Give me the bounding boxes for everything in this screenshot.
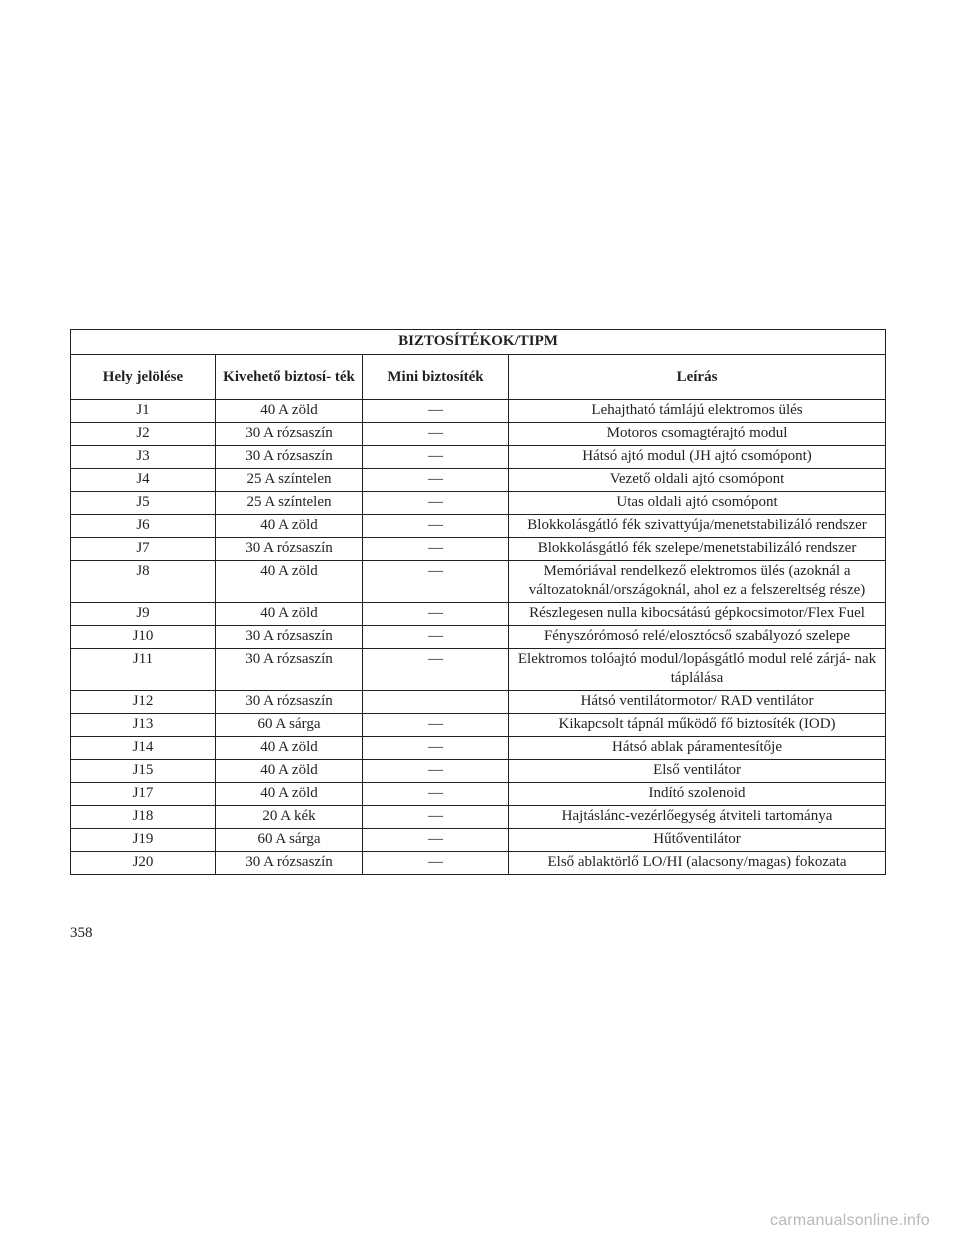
cell-location: J13 <box>71 714 216 737</box>
cell-mini-fuse: — <box>363 515 509 538</box>
cell-location: J12 <box>71 691 216 714</box>
table-row <box>71 783 886 806</box>
cell-mini-fuse: — <box>363 626 509 649</box>
table-row <box>71 469 886 492</box>
cell-description: Fényszórómosó relé/elosztócső szabályozó szelepe <box>509 626 886 649</box>
cell-description: Hátsó ajtó modul (JH ajtó csomópont) <box>509 446 886 469</box>
header-location: Hely jelölése <box>71 355 216 400</box>
cell-description: Részlegesen nulla kibocsátású gépkocsimotor/Flex Fuel <box>509 603 886 626</box>
cell-location: J3 <box>71 446 216 469</box>
cell-cartridge-fuse: 25 A színtelen <box>216 492 363 515</box>
table-title-row <box>71 330 886 355</box>
table-row <box>71 852 886 875</box>
cell-description: Lehajtható támlájú elektromos ülés <box>509 400 886 423</box>
table-row <box>71 603 886 626</box>
table-row <box>71 806 886 829</box>
cell-cartridge-fuse: 30 A rózsaszín <box>216 626 363 649</box>
table-header-row <box>71 355 886 400</box>
cell-cartridge-fuse: 40 A zöld <box>216 737 363 760</box>
table-row <box>71 561 886 603</box>
cell-mini-fuse <box>363 691 509 714</box>
cell-location: J20 <box>71 852 216 875</box>
cell-cartridge-fuse: 30 A rózsaszín <box>216 446 363 469</box>
table-row <box>71 400 886 423</box>
cell-location: J11 <box>71 649 216 691</box>
cell-cartridge-fuse: 30 A rózsaszín <box>216 691 363 714</box>
cell-location: J1 <box>71 400 216 423</box>
cell-description: Memóriával rendelkező elektromos ülés (azoknál a változatoknál/országoknál, ahol ez a felszereltség része) <box>509 561 886 603</box>
cell-mini-fuse: — <box>363 561 509 603</box>
cell-mini-fuse: — <box>363 714 509 737</box>
table-row <box>71 649 886 691</box>
watermark: carmanualsonline.info <box>770 1212 930 1229</box>
cell-description: Hajtáslánc-vezérlőegység átviteli tartománya <box>509 806 886 829</box>
cell-cartridge-fuse: 25 A színtelen <box>216 469 363 492</box>
cell-location: J5 <box>71 492 216 515</box>
cell-description: Blokkolásgátló fék szelepe/menetstabilizáló rendszer <box>509 538 886 561</box>
cell-mini-fuse: — <box>363 492 509 515</box>
cell-location: J2 <box>71 423 216 446</box>
cell-mini-fuse: — <box>363 852 509 875</box>
cell-location: J6 <box>71 515 216 538</box>
cell-mini-fuse: — <box>363 760 509 783</box>
cell-cartridge-fuse: 30 A rózsaszín <box>216 852 363 875</box>
cell-location: J4 <box>71 469 216 492</box>
cell-location: J14 <box>71 737 216 760</box>
cell-cartridge-fuse: 40 A zöld <box>216 515 363 538</box>
table-row <box>71 737 886 760</box>
cell-mini-fuse: — <box>363 400 509 423</box>
cell-description: Hátsó ablak páramentesítője <box>509 737 886 760</box>
cell-location: J8 <box>71 561 216 603</box>
page-number: 358 <box>70 925 93 941</box>
cell-description: Blokkolásgátló fék szivattyúja/menetstabilizáló rendszer <box>509 515 886 538</box>
cell-description: Elektromos tolóajtó modul/lopásgátló modul relé zárjá- nak táplálása <box>509 649 886 691</box>
table-row <box>71 714 886 737</box>
cell-mini-fuse: — <box>363 737 509 760</box>
cell-mini-fuse: — <box>363 829 509 852</box>
cell-mini-fuse: — <box>363 423 509 446</box>
fuse-table <box>70 329 886 875</box>
cell-location: J9 <box>71 603 216 626</box>
cell-description: Hátsó ventilátormotor/ RAD ventilátor <box>509 691 886 714</box>
table-row <box>71 691 886 714</box>
header-mini-fuse: Mini biztosíték <box>363 355 509 400</box>
cell-mini-fuse: — <box>363 538 509 561</box>
cell-location: J7 <box>71 538 216 561</box>
table-title: BIZTOSÍTÉKOK/TIPM <box>71 330 886 355</box>
cell-cartridge-fuse: 60 A sárga <box>216 829 363 852</box>
cell-mini-fuse: — <box>363 649 509 691</box>
cell-description: Kikapcsolt tápnál működő fő biztosíték (IOD) <box>509 714 886 737</box>
cell-cartridge-fuse: 20 A kék <box>216 806 363 829</box>
table-row <box>71 492 886 515</box>
cell-cartridge-fuse: 30 A rózsaszín <box>216 423 363 446</box>
header-description: Leírás <box>509 355 886 400</box>
table-row <box>71 829 886 852</box>
cell-cartridge-fuse: 40 A zöld <box>216 760 363 783</box>
table-row <box>71 538 886 561</box>
cell-location: J17 <box>71 783 216 806</box>
table-row <box>71 760 886 783</box>
cell-cartridge-fuse: 60 A sárga <box>216 714 363 737</box>
cell-description: Első ventilátor <box>509 760 886 783</box>
cell-cartridge-fuse: 40 A zöld <box>216 783 363 806</box>
cell-cartridge-fuse: 30 A rózsaszín <box>216 538 363 561</box>
cell-description: Indító szolenoid <box>509 783 886 806</box>
cell-location: J19 <box>71 829 216 852</box>
table-row <box>71 626 886 649</box>
cell-description: Első ablaktörlő LO/HI (alacsony/magas) fokozata <box>509 852 886 875</box>
cell-cartridge-fuse: 30 A rózsaszín <box>216 649 363 691</box>
cell-location: J15 <box>71 760 216 783</box>
cell-description: Utas oldali ajtó csomópont <box>509 492 886 515</box>
cell-mini-fuse: — <box>363 446 509 469</box>
cell-cartridge-fuse: 40 A zöld <box>216 400 363 423</box>
header-cartridge-fuse: Kivehető biztosí- ték <box>216 355 363 400</box>
table-row <box>71 423 886 446</box>
cell-cartridge-fuse: 40 A zöld <box>216 603 363 626</box>
cell-location: J18 <box>71 806 216 829</box>
cell-mini-fuse: — <box>363 469 509 492</box>
cell-mini-fuse: — <box>363 806 509 829</box>
cell-mini-fuse: — <box>363 783 509 806</box>
cell-description: Vezető oldali ajtó csomópont <box>509 469 886 492</box>
cell-cartridge-fuse: 40 A zöld <box>216 561 363 603</box>
cell-description: Hűtőventilátor <box>509 829 886 852</box>
table-body <box>71 400 886 875</box>
cell-description: Motoros csomagtérajtó modul <box>509 423 886 446</box>
table-row <box>71 446 886 469</box>
cell-mini-fuse: — <box>363 603 509 626</box>
table-row <box>71 515 886 538</box>
cell-location: J10 <box>71 626 216 649</box>
